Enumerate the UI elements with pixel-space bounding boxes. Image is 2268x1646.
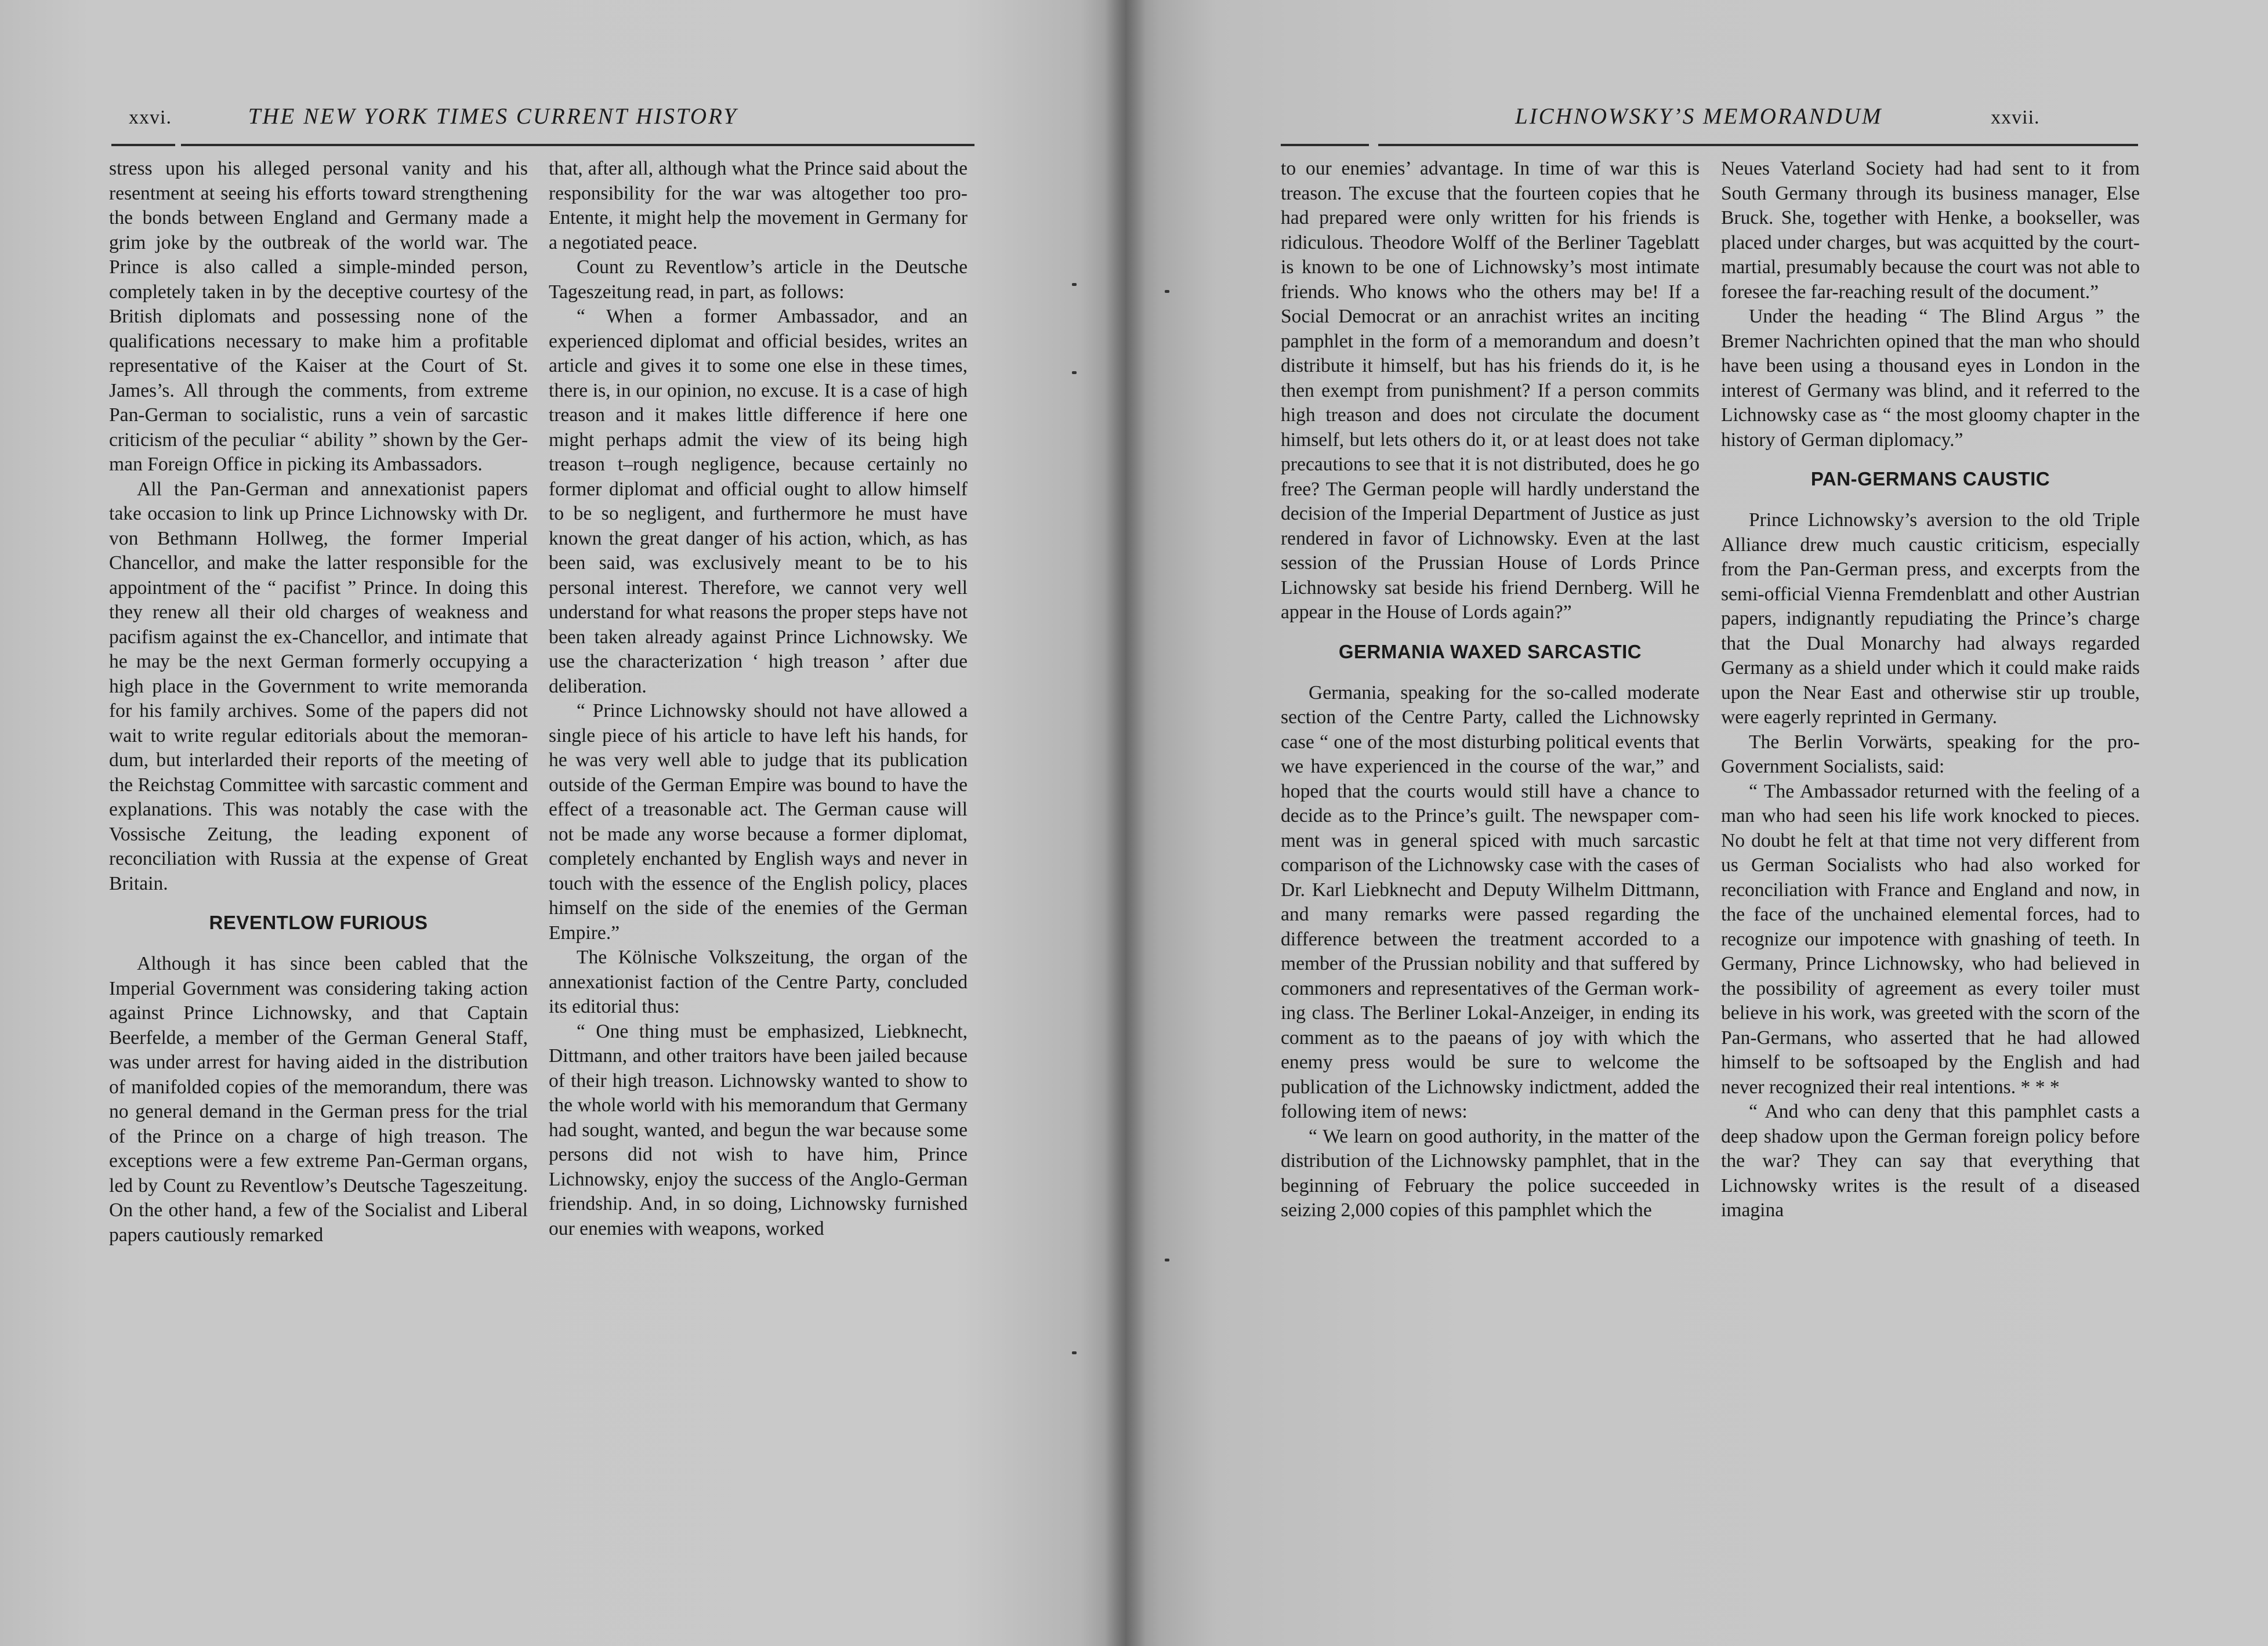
page-speck [1165,1259,1169,1261]
paragraph: Count zu Reventlow’s article in the Deutsche Tageszeitung read, in part, as follows: [549,256,968,303]
right-running-title: LICHNOWSKY’S MEMORANDUM [1515,104,1883,129]
paragraph: “ We learn on good authority, in the matter of the distribution of the Lichnowsky pamphlet, that in the beginning of February the police succeeded in seizing 2,000 copies of this pamphlet which the [1281,1125,1700,1221]
paragraph: The Berlin Vorwärts, speaking for the pro-Government Socialists, said: [1721,731,2140,777]
book-gutter [1105,0,1146,1646]
paragraph: “ And who can deny that this pamphlet casts a deep shadow upon the German foreign policy before the war? They can say that everything that Lichnowsky writes is the result of a diseased imagina [1721,1101,2140,1221]
paragraph: Under the heading “ The Blind Argus ” the Bremer Nachrichten opined that the man who should have been using a thousand eyes in London in the interest of Germany was blind, and it referred to the Lichnowsky case as “ the most gloomy chapter in the history of German diplomacy.” [1721,306,2140,451]
left-header-rule-long [181,144,974,146]
right-column-1 [1281,157,1700,1223]
page-speck [1072,283,1077,286]
left-column-2 [549,157,968,1241]
left-column-1 [109,157,528,1248]
paragraph: Prince Lichnowsky’s aversion to the old Triple Alliance drew much caustic criticism, especially from the Pan-German press, and excerpts from the semi-official Vienna Fremdenblatt and other Austrian papers, indignantly repudiating the Prince’s charge that the Dual Monarchy had always regarded Germany as a shield under which it could make raids upon the Near East and otherwise stir up trouble, were eagerly reprinted in Germany. [1721,509,2140,728]
right-page [1125,0,2268,1646]
page-speck [1072,1351,1077,1354]
paragraph: “ Prince Lichnowsky should not have allowed a single piece of his article to have left his hands, for he was very well able to judge that its publication outside of the German Empire was bound to have the effect of a treasonable act. The German cause will not be made any worse because a former diplomat, completely enchanted by English ways and never in touch with the essence of the English policy, places himself on the side of the enemies of the German Empire.” [549,700,968,944]
paragraph: stress upon his alleged personal vanity and his resentment at seeing his efforts toward strengthening the bonds between England and Germany made a grim joke by the outbreak of the world war. The Prince is also called a simple-minded person, completely taken in by the deceptive courtesy of the British diplomats and possessing none of the qualifications necessary to make him a profitable representative of the Kaiser at the Court of St. James’s. All through the comments, from extreme Pan-German to socialistic, runs a vein of sarcastic criticism of the peculiar “ ability ” shown by the German Foreign Office in picking its Ambassadors. [109,158,528,475]
right-running-head [1515,103,2040,129]
paragraph: Neues Vaterland Society had had sent to it from South Germany through its business manager, Else Bruck. She, together with Henke, a bookseller, was placed under charges, but was acquitted by the court-martial, presumably because the court was not able to foresee the far-reaching result of the document.” [1721,158,2140,303]
section-heading: REVENTLOW FURIOUS [209,912,428,933]
section-heading: PAN-GERMANS CAUSTIC [1810,468,2050,490]
section-heading: GERMANIA WAXED SARCASTIC [1338,640,1642,662]
left-running-head [129,103,738,129]
right-header-rule-short [1281,144,1369,146]
paragraph: Although it has since been cabled that the Imperial Government was considering taking action against Prince Lichnowsky, and that Captain Beerfelde, a member of the German General Staff, was under arrest for having aided in the distribution of manifolded copies of the memorandum, there was no general demand in the German press for the trial of the Prince on a charge of high treason. The exceptions were a few extreme Pan-German organs, led by Count zu Reventlow’s Deutsche Tageszeitung. On the other hand, a few of the Socialist and Liberal papers cautiously remarked [109,953,528,1246]
paragraph: “ One thing must be emphasized, Liebknecht, Dittmann, and other traitors have been jailed because of their high treason. Lichnowsky wanted to show to the whole world with his memorandum that Germany had sought, wanted, and begun the war because some persons did not wish to have him, Prince Lichnowsky, enjoy the success of the Anglo-German friendship. And, in so doing, Lichnowsky furnished our enemies with weapons, worked [549,1020,968,1239]
paragraph: All the Pan-German and annexationist papers take occasion to link up Prince Lichnowsky with Dr. von Bethmann Hollweg, the former Imperial Chancellor, and make the latter responsible for the appointment of the “ pacifist ” Prince. In doing this they renew all their old charges of weakness and pacifism against the ex-Chancellor, and intimate that he may be the next German formerly occupying a high place in the Government to write memoranda for his family archives. Some of the papers did not wait to write regular editorials about the memorandum, but interlarded their reports of the meeting of the Reichstag Committee with sarcastic comment and explanations. This was notably the case with the Vossische Zeitung, the leading exponent of reconciliation with Russia at the expense of Great Britain. [109,478,528,894]
right-page-number: xxvii. [1991,107,2040,128]
page-speck [1072,371,1077,374]
paragraph: that, after all, although what the Prince said about the responsibility for the war was altogether too pro-Entente, it might help the movement in Germany for a negotiated peace. [549,158,968,253]
page-speck [1165,290,1169,293]
left-header-rule-short [111,144,175,146]
left-running-title: THE NEW YORK TIMES CURRENT HISTORY [248,104,738,129]
right-column-2 [1721,157,2140,1223]
paragraph: Germania, speaking for the so-called moderate section of the Centre Party, called the Lichnowsky case “ one of the most disturbing political events that we have experienced in the course of the war,” and hoped that the courts would still have a chance to decide as to the Prince’s guilt. The newspaper comment was in general spiced with much sarcastic comparison of the Lichnowsky case with the cases of Dr. Karl Liebknecht and Deputy Wilhelm Dittmann, and many remarks were passed regarding the difference between the treatment accorded to a member of the Prussian nobility and that suffered by commoners and representatives of the German working class. The Berliner Lokal-Anzeiger, in ending its comment as to the paeans of joy with which the enemy press would be sure to welcome the publication of the Lichnowsky indictment, added the following item of news: [1281,681,1700,1122]
left-page-number: xxvi. [129,107,172,128]
paragraph: “ The Ambassador returned with the feeling of a man who had seen his life work knocked to pieces. No doubt he felt at that time not very different from us German Socialists who had also worked for reconciliation with France and England and now, in the face of the unchained elemental forces, had to recognize our impotence with gnashing of teeth. In Germany, Prince Lichnowsky, who had believed in the possibility of agreement as every toiler must believe in his work, was greeted with the scorn of the Pan-Germans, who asserted that he had allowed himself to be softsoaped by the English and had never recognized their real intentions. * * * [1721,780,2140,1098]
paragraph: “ When a former Ambassador, and an experienced diplomat and official besides, writes an article and gives it to some one else in these times, there is, in our opinion, no excuse. It is a case of high treason and it makes little difference if here one might perhaps admit the view of its being high treason t–rough negligence, because certainly no former diplomat and official ought to allow himself to be so negligent, and furthermore he must have known the great danger of his action, which, as has been said, was exclusively meant to be to his personal interest. Therefore, we cannot very well understand for what reasons the proper steps have not been taken already against Prince Lichnowsky. We use the characterization ‘ high treason ’ after due deliberation. [549,306,968,697]
left-page [0,0,1125,1646]
right-header-rule-long [1378,144,2138,146]
paragraph: to our enemies’ advantage. In time of war this is treason. The excuse that the fourteen copies that he had prepared were only written for his friends is ridiculous. Theodore Wolff of the Berliner Tageblatt is known to be one of Lichnowsky’s most intimate friends. Who knows who the others may be! If a Social Democrat or an anrachist writes an inciting pamphlet in the form of a memorandum and doesn’t distribute it himself, but has his friends do it, is he then exempt from punishment? If a person commits high treason and does not circulate the document himself, but lets others do it, or at least does not take precautions to see that it is not distributed, does he go free? The German people will hardly understand the decision of the Imperial Department of Justice as just rendered in favor of Lichnowsky. Even at the last session of the Prussian House of Lords Prince Lichnowsky sat beside his friend Dernberg. Will he appear in the House of Lords again?” [1281,158,1700,623]
paragraph: The Kölnische Volkszeitung, the organ of the annexationist faction of the Centre Party, concluded its editorial thus: [549,947,968,1017]
